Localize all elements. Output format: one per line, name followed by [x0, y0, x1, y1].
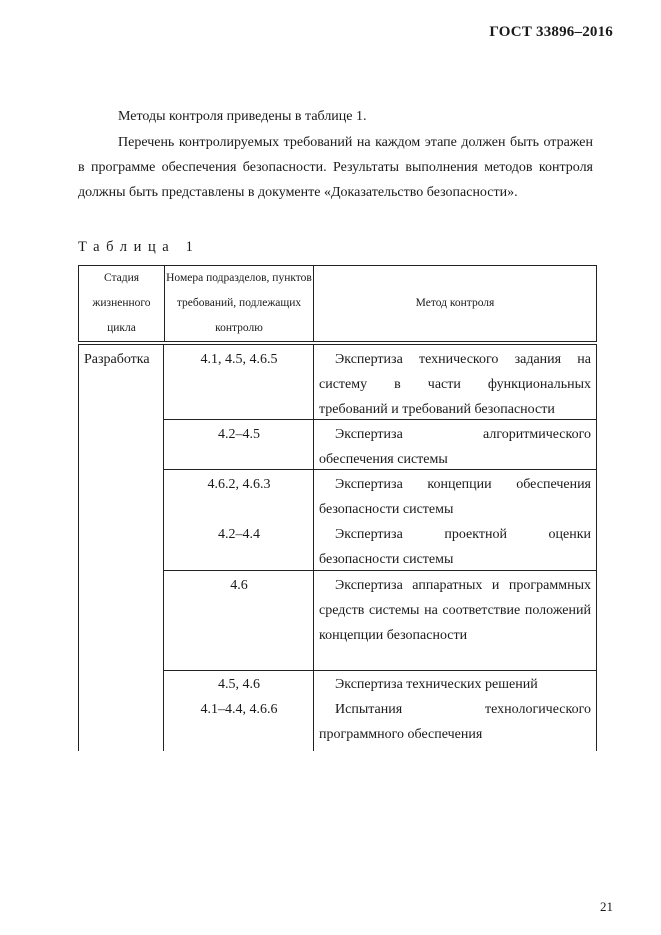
method-text: Испытания технологического программного обеспечения: [319, 702, 591, 742]
page-number: 21: [600, 899, 613, 914]
table-row: [164, 671, 596, 752]
method-text: Экспертиза проектной оценки безопасности системы: [319, 527, 591, 567]
method-text: Экспертиза аппаратных и программных средств системы на соответствие положений концепции безопасности: [319, 578, 591, 643]
method-text: Экспертиза алгоритмического обеспечения системы: [319, 427, 591, 467]
method-text: Экспертиза концепции обеспечения безопасности системы: [319, 477, 591, 517]
method-text: Экспертиза технических решений: [335, 677, 538, 692]
item-numbers: 4.6: [230, 578, 248, 593]
table-body: [78, 344, 597, 751]
item-numbers: 4.6.2, 4.6.3: [207, 477, 271, 492]
table-row: [164, 470, 596, 571]
table-header-row: [78, 265, 597, 342]
paragraph-intro: Методы контроля приведены в таблице 1.: [118, 109, 367, 124]
header-items: Номера подразделов, пунктов требований, подлежащих контролю: [164, 266, 314, 341]
document-code: ГОСТ 33896–2016: [489, 24, 613, 40]
table-caption: Таблица 1: [78, 239, 200, 255]
item-numbers: 4.2–4.4: [218, 527, 260, 542]
method-text: Экспертиза технического задания на систему в части функциональных требований и требований безопасности: [319, 352, 591, 417]
control-methods-table: [78, 265, 597, 751]
table-row: [164, 345, 596, 420]
item-numbers: 4.2–4.5: [218, 427, 260, 442]
stage-cell: [79, 345, 164, 751]
header-method: Метод контроля: [415, 297, 495, 309]
stage-label: Разработка: [84, 352, 150, 367]
header-stage: Стадия жизненного цикла: [92, 272, 151, 334]
item-numbers: 4.1–4.4, 4.6.6: [200, 702, 278, 717]
table-row: [164, 571, 596, 671]
item-numbers: 4.1, 4.5, 4.6.5: [200, 352, 278, 367]
paragraph-requirements: Перечень контролируемых требований на каждом этапе должен быть отражен в программе обеспечения безопасности. Результаты выполнения методов контроля должны быть представлены в документе «Доказательство безопасности».: [78, 135, 593, 200]
table-row: [164, 420, 596, 470]
item-numbers: 4.5, 4.6: [218, 677, 260, 692]
